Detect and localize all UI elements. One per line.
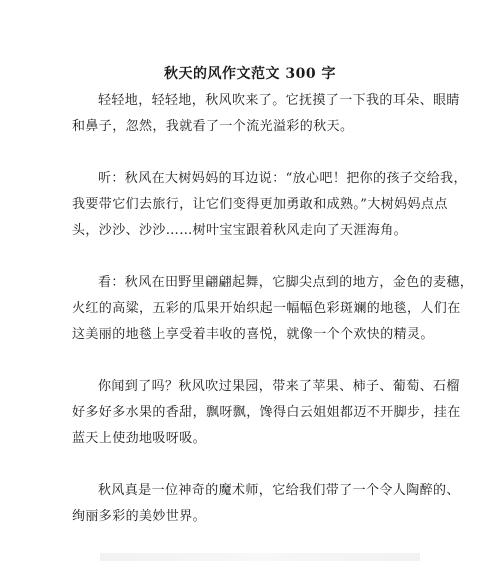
paragraph-5 [72,478,460,530]
paragraph-line: 听：秋风在大树妈妈的耳边说：“放心吧！把你的孩子交给我， [98,171,467,186]
document-title: 秋天的风作文范文 300 字 [164,66,336,82]
paragraph-line: 好多好多水果的香甜，飘呀飘，馋得白云姐姐都迈不开脚步，挂在 [72,405,461,420]
paragraph-line: 绚丽多彩的美妙世界。 [72,509,207,524]
faded-footer-text [100,553,420,561]
paragraph-line: 蓝天上使劲地吸呀吸。 [72,431,207,446]
paragraph-line: 看：秋风在田野里翩翩起舞，它脚尖点到的地方，金色的麦穗， [98,275,474,290]
paragraph-line: 火红的高粱，五彩的瓜果开始织起一幅幅色彩斑斓的地毯，人们在 [72,301,461,316]
paragraph-line: 这美丽的地毯上享受着丰收的喜悦，就像一个个欢快的精灵。 [72,327,434,342]
paragraph-3 [72,270,474,348]
paragraph-2 [72,166,467,244]
paragraph-line: 头，沙沙、沙沙……树叶宝宝跟着秋风走向了天涯海角。 [72,223,408,238]
paragraph-4 [72,374,461,452]
paragraph-line: 你闻到了吗？秋风吹过果园，带来了苹果、柿子、葡萄、石榴 [98,379,460,394]
paragraph-line: 秋风真是一位神奇的魔术师，它给我们带了一个令人陶醉的、 [98,483,460,498]
paragraph-line: 和鼻子，忽然，我就看了一个流光溢彩的秋天。 [72,119,354,134]
paragraph-line: 我要带它们去旅行，让它们变得更加勇敢和成熟。”大树妈妈点点 [72,197,448,212]
paragraph-line: 轻轻地，轻轻地，秋风吹来了。它抚摸了一下我的耳朵、眼睛 [98,93,460,108]
paragraph-1 [72,88,460,140]
